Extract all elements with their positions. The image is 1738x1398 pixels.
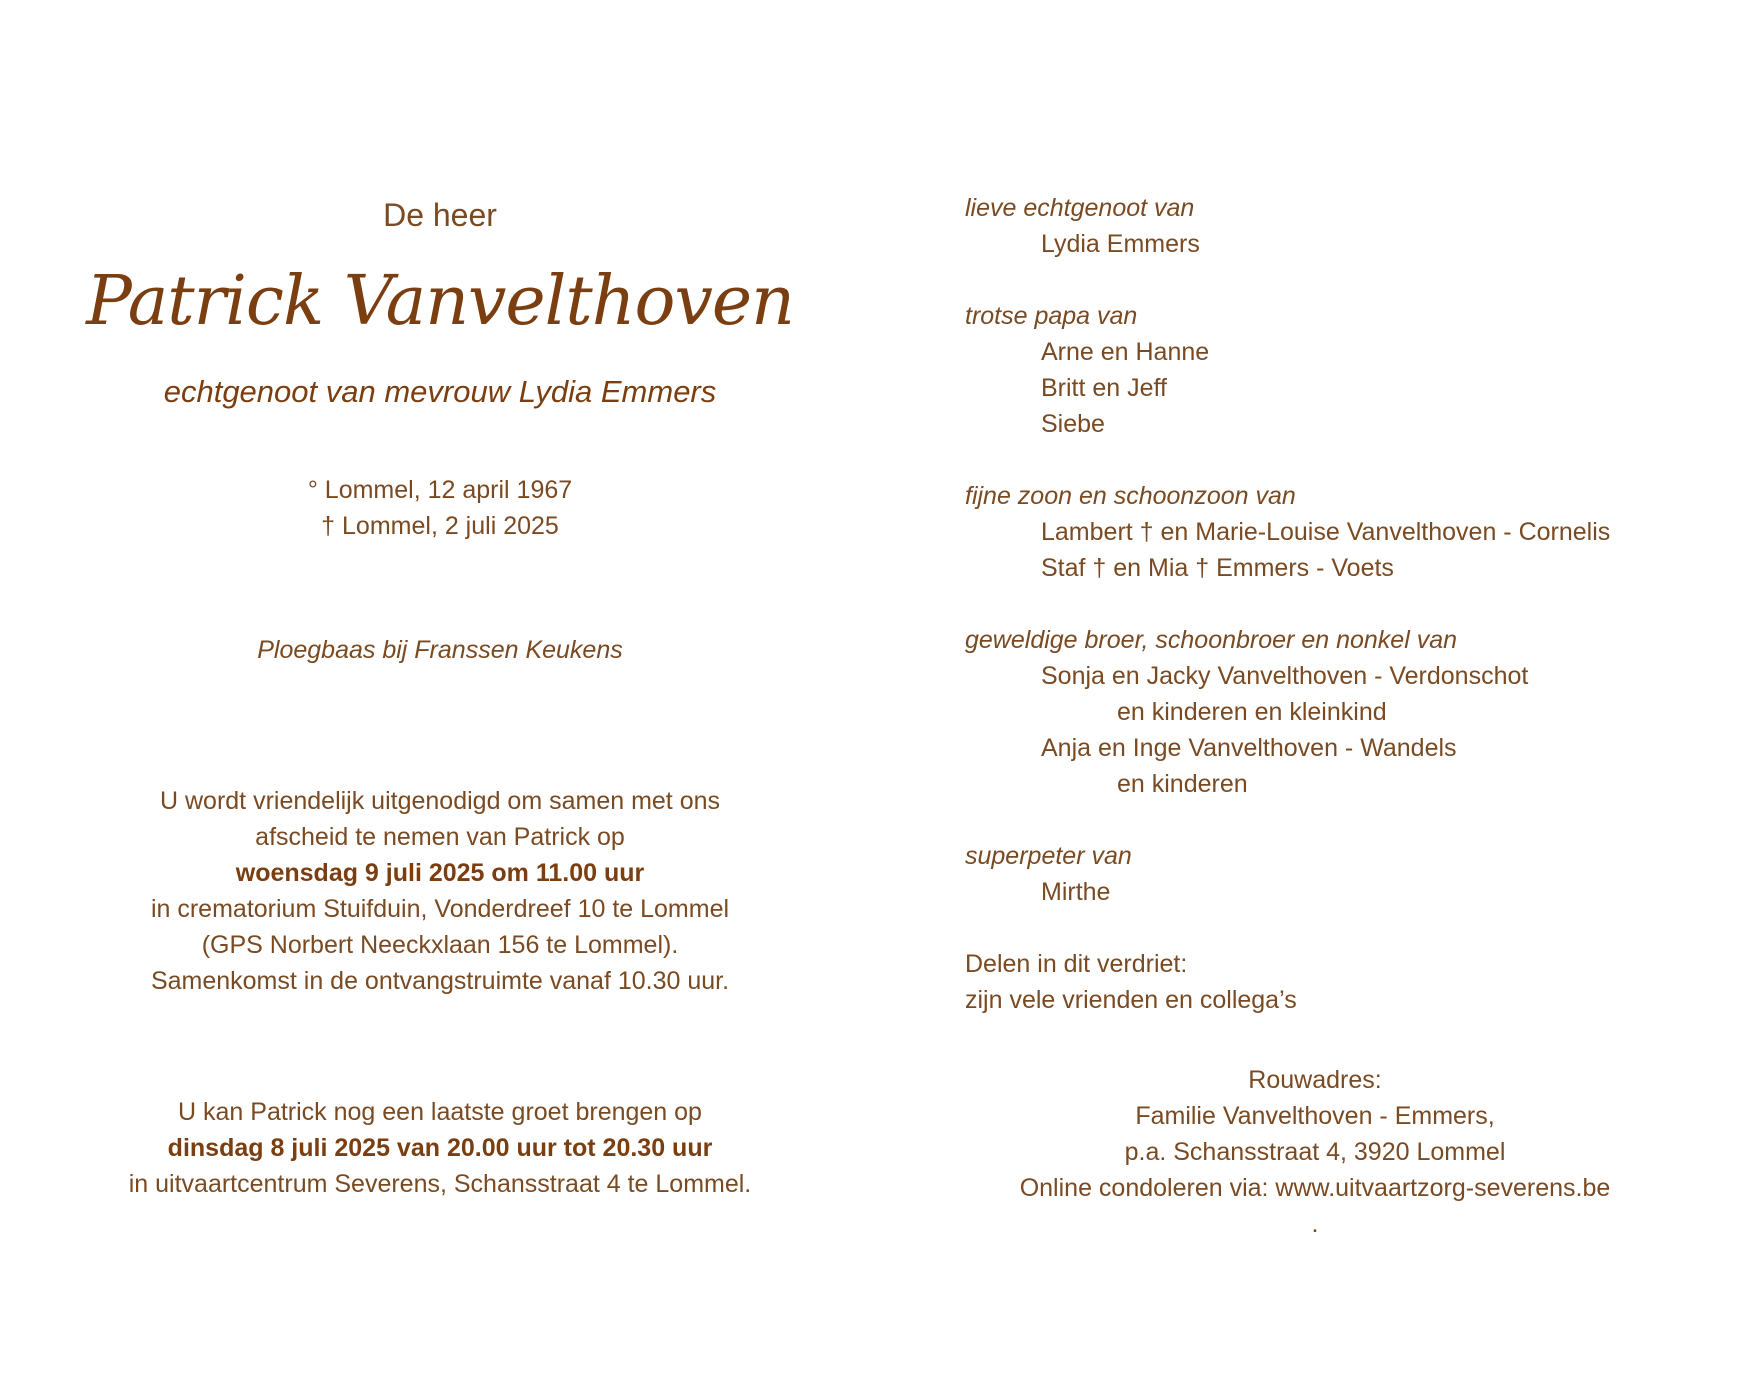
spouse-line: echtgenoot van mevrouw Lydia Emmers (163, 374, 717, 409)
address-dot: . (1311, 1210, 1319, 1238)
visit-line: U kan Patrick nog een laatste groet brengen op (178, 1098, 702, 1126)
grandchildren-group (965, 838, 1705, 910)
ceremony-gathering: Samenkomst in de ontvangstruimte vanaf 10.30 uur. (150, 967, 730, 995)
group-heading: superpeter van (965, 842, 1132, 870)
relative-name: Anja en Inge Vanvelthoven - Wandels (1041, 734, 1457, 762)
relative-name: Arne en Hanne (1041, 338, 1210, 366)
relative-sub: en kinderen en kleinkind (1117, 698, 1387, 726)
relative-name: Lydia Emmers (1041, 230, 1200, 258)
parents-group (965, 478, 1705, 586)
relative-name: Mirthe (1041, 878, 1111, 906)
ceremony-gps: (GPS Norbert Neeckxlaan 156 te Lommel). (201, 931, 679, 959)
address-heading: Rouwadres: (1248, 1066, 1382, 1094)
siblings-group (965, 622, 1705, 802)
title-prefix: De heer (383, 197, 497, 233)
ceremony-location: in crematorium Stuifduin, Vonderdreef 10 te Lommel (150, 895, 730, 923)
visitation-info (60, 1094, 820, 1202)
ceremony-line: U wordt vriendelijk uitgenodigd om samen met ons (160, 787, 720, 815)
share-line: Delen in dit verdriet: (965, 950, 1188, 978)
group-heading: lieve echtgenoot van (965, 194, 1195, 222)
ceremony-date: woensdag 9 juli 2025 om 11.00 uur (235, 859, 645, 887)
group-heading: trotse papa van (965, 302, 1138, 330)
life-dates (60, 472, 820, 544)
address-street: p.a. Schansstraat 4, 3920 Lommel (1124, 1138, 1506, 1166)
relative-name: Staf † en Mia † Emmers - Voets (1041, 554, 1394, 582)
ceremony-line: afscheid te nemen van Patrick op (255, 823, 625, 851)
share-line: zijn vele vrienden en collega’s (965, 986, 1297, 1014)
relative-name: Lambert † en Marie-Louise Vanvelthoven - Cornelis (1041, 518, 1611, 546)
death-date: † Lommel, 2 juli 2025 (321, 512, 559, 540)
ceremony-invitation (60, 783, 820, 999)
right-column (965, 190, 1705, 1054)
visit-date: dinsdag 8 juli 2025 van 20.00 uur tot 20.30 uur (167, 1134, 713, 1162)
visit-location: in uitvaartcentrum Severens, Schansstraat 4 te Lommel. (128, 1170, 752, 1198)
relative-name: Siebe (1041, 410, 1105, 438)
relative-sub: en kinderen (1117, 770, 1248, 798)
share-grief (965, 946, 1705, 1018)
relative-name: Sonja en Jacky Vanvelthoven - Verdonschot (1041, 662, 1529, 690)
online-condolence: Online condoleren via: www.uitvaartzorg-severens.be (1019, 1174, 1611, 1202)
spouse-group (965, 190, 1705, 262)
mourning-address (965, 1062, 1665, 1242)
group-heading: fijne zoon en schoonzoon van (965, 482, 1296, 510)
occupation: Ploegbaas bij Franssen Keukens (257, 636, 623, 664)
birth-date: ° Lommel, 12 april 1967 (307, 476, 573, 504)
group-heading: geweldige broer, schoonbroer en nonkel van (965, 626, 1458, 654)
children-group (965, 298, 1705, 442)
deceased-name: Patrick Vanvelthoven (86, 262, 794, 341)
relative-name: Britt en Jeff (1041, 374, 1167, 402)
address-family: Familie Vanvelthoven - Emmers, (1135, 1102, 1495, 1130)
